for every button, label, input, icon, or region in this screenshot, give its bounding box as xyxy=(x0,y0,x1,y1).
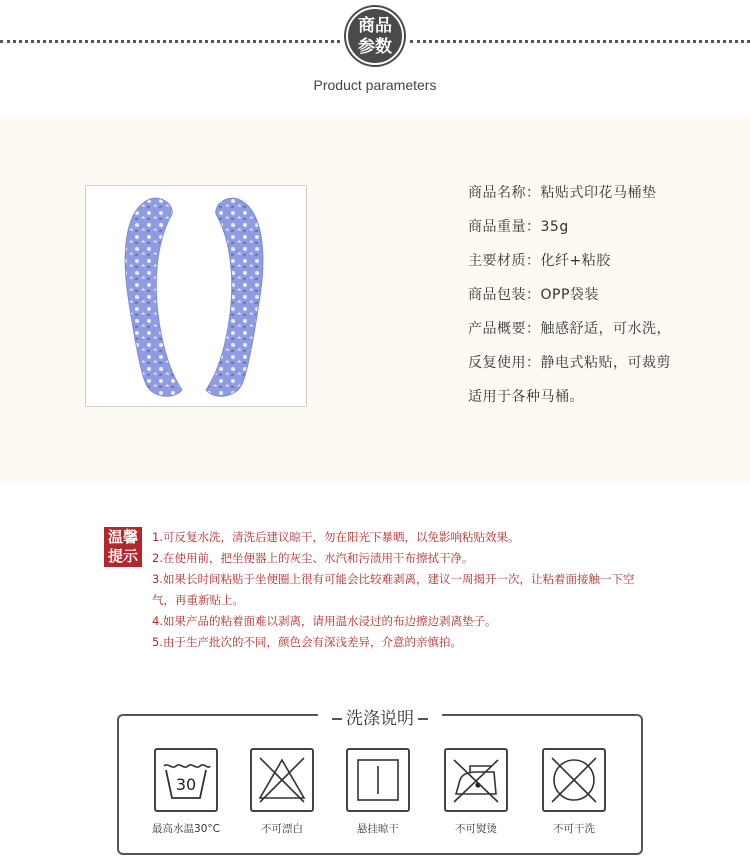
care-item-wash xyxy=(141,748,231,836)
tip-item: 1.可反复水洗，清洗后建议晾干，勿在阳光下暴晒，以免影响粘贴效果。 xyxy=(152,530,520,544)
hang-dry-icon xyxy=(346,748,410,812)
no-dry-clean-icon xyxy=(542,748,606,812)
tip-item: 气，再重新贴上。 xyxy=(152,593,244,607)
care-title xyxy=(119,704,641,729)
no-bleach-icon xyxy=(250,748,314,812)
spec-material: 主要材质：化纤+粘胶 xyxy=(468,253,611,269)
spec-weight: 商品重量：35g xyxy=(468,219,569,235)
care-title-text: 洗涤说明 xyxy=(346,709,414,729)
dotted-divider-left xyxy=(0,40,340,43)
care-label: 不可干洗 xyxy=(553,823,595,835)
care-instructions xyxy=(117,709,643,855)
spec-packaging: 商品包装：OPP袋装 xyxy=(468,287,599,303)
section-subtitle: Product parameters xyxy=(313,77,437,93)
care-item-bleach xyxy=(237,748,327,836)
care-label: 最高水温30°C xyxy=(152,823,220,835)
care-item-hang xyxy=(333,748,423,836)
spec-name: 商品名称：粘贴式印花马桶垫 xyxy=(468,185,657,201)
section-badge xyxy=(346,7,404,65)
spec-summary: 产品概要：触感舒适，可水洗， xyxy=(468,321,671,337)
wash-temp: 30 xyxy=(175,775,197,794)
tip-item: 4.如果产品的粘着面难以剥离，请用温水浸过的布边擦边剥离垫子。 xyxy=(152,614,497,628)
tips-badge-line-2: 提示 xyxy=(107,547,138,565)
badge-line-1: 商品 xyxy=(358,16,392,36)
section-header xyxy=(0,0,750,110)
spec-usage-cont: 适用于各种马桶。 xyxy=(468,389,584,405)
spec-usage: 反复使用：静电式粘贴，可裁剪 xyxy=(468,355,671,371)
no-iron-icon xyxy=(444,748,508,812)
care-label: 不可漂白 xyxy=(261,823,303,835)
tip-item: 5.由于生产批次的不同，颜色会有深浅差异，介意的亲慎拍。 xyxy=(152,635,462,649)
tips-badge-line-1: 温馨 xyxy=(107,528,138,546)
spec-list xyxy=(468,182,671,420)
wash-30-icon xyxy=(154,748,218,812)
care-item-dryclean xyxy=(529,748,619,836)
tips-list xyxy=(152,527,712,653)
tips-badge xyxy=(104,527,142,567)
badge-line-2: 参数 xyxy=(358,37,392,57)
toilet-seat-pad-image xyxy=(86,186,306,406)
tip-item: 2.在使用前，把坐便器上的灰尘、水汽和污渍用干布擦拭干净。 xyxy=(152,551,474,565)
care-label: 不可熨烫 xyxy=(455,823,497,835)
product-parameters xyxy=(0,118,750,482)
care-item-iron xyxy=(431,748,521,836)
dotted-divider-right xyxy=(410,40,750,43)
care-label: 悬挂晾干 xyxy=(357,823,399,835)
product-image xyxy=(85,185,307,407)
tip-item: 3.如果长时间粘贴于坐便圈上很有可能会比较难剥离，建议一周揭开一次，让粘着面接触一下空 xyxy=(152,572,635,586)
